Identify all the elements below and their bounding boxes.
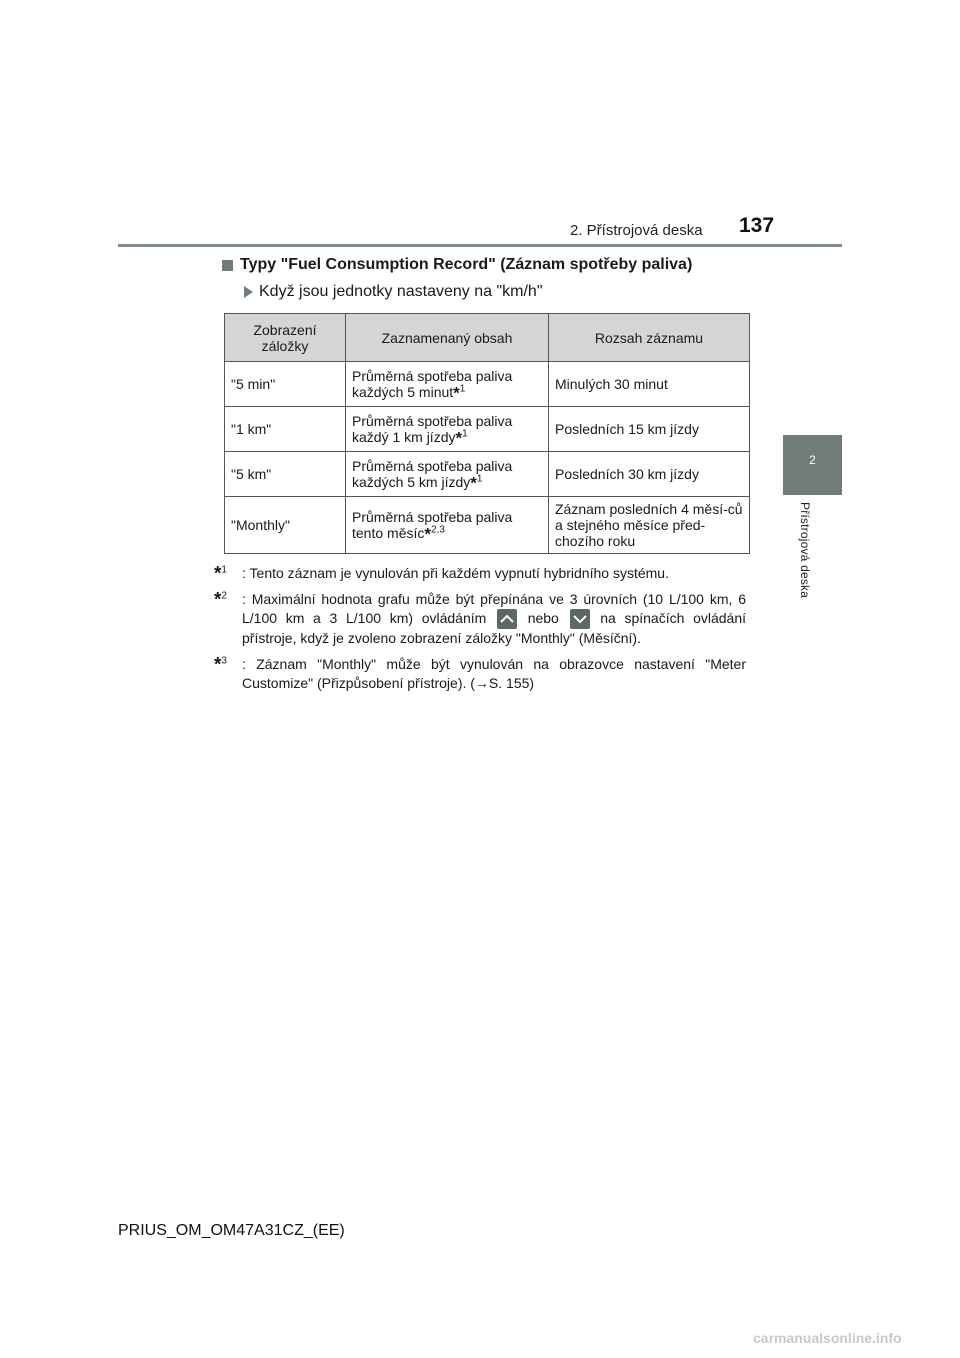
watermark: carmanualsonline.info [753,1330,902,1346]
chapter-number: 2 [809,453,816,467]
table-cell-content [346,497,549,554]
table-row [225,407,750,452]
triangle-pointer-icon [244,286,253,298]
content-text: Průměrná spotřeba paliva každých 5 minut [352,368,513,400]
content-text: Průměrná spotřeba paliva každý 1 km jízdy [352,413,513,445]
footnote-ref: 1 [459,383,466,395]
footnote-1 [214,564,746,583]
footnote-text-part: na spínačích ovládání přístroje, když je zvoleno zobrazení záložky "Monthly" (Měsíční). [242,610,747,647]
footnote-star-icon: * [470,473,477,493]
square-bullet-icon [222,260,233,271]
subsection-heading [244,283,543,301]
column-header: Zaznamenaný obsah [346,314,549,362]
footnote-star-icon: * [453,383,460,403]
footnote-text [242,590,746,648]
footnote-marker [214,590,242,648]
footnote-marker [214,655,242,693]
footnote-star-icon: * [214,563,222,585]
content-text: Průměrná spotřeba paliva tento měsíc [352,509,513,541]
footnote-number: 3 [221,655,227,667]
table-row [225,497,750,554]
table-cell-content [346,407,549,452]
table-cell-range: Posledních 15 km jízdy [549,407,750,452]
table-cell-range: Záznam posledních 4 měsí-ců a stejného měsíce před-chozího roku [549,497,750,554]
table-cell-tab: "Monthly" [225,497,346,554]
subsection-heading-text: Když jsou jednotky nastaveny na "km/h" [259,283,543,300]
chapter-side-tab [783,435,842,495]
footnote-3 [214,655,746,693]
table-cell-content [346,452,549,497]
footnotes [214,564,746,700]
table-header-row [225,314,750,362]
footnote-ref: 2,3 [431,524,445,536]
header-section-title: 2. Přístrojová deska [570,222,703,239]
chapter-label: Přístrojová deska [798,502,812,599]
fuel-record-table [224,313,750,554]
table-row [225,452,750,497]
footnote-text: : Tento záznam je vynulován při každém vypnutí hybridního systému. [242,565,669,581]
footnote-ref: 1 [462,428,468,440]
footnote-text-part: : Maximální hodnota grafu může být přepínána ve 3 úrovních (10 L/100 km, 6 L/100 km a 3 L/100 km) ovládáním [242,591,746,626]
table-cell-content [346,362,549,407]
footnote-number: 1 [221,564,227,576]
footnote-marker [214,564,242,583]
chevron-down-icon [570,609,590,629]
table-row [225,362,750,407]
content-text: Průměrná spotřeba paliva každých 5 km jízdy [352,458,513,490]
column-header: Rozsah záznamu [549,314,750,362]
footnote-text: : Záznam "Monthly" může být vynulován na obrazovce nastavení "Meter Customize" (Přizpůsobení přístroje). (→S. 155) [242,656,746,692]
section-heading [222,256,692,274]
section-heading-text: Typy "Fuel Consumption Record" (Záznam spotřeby paliva) [240,256,693,273]
footnote-ref: 1 [476,473,483,485]
page-number: 137 [739,214,775,237]
table-cell-range: Posledních 30 km jízdy [549,452,750,497]
footnote-text-part: nebo [527,610,559,626]
chevron-up-icon [497,609,517,629]
header-divider [118,244,842,247]
footnote-2 [214,590,746,648]
column-header: Zobrazení záložky [225,314,346,362]
table-cell-tab: "5 min" [225,362,346,407]
table-cell-range: Minulých 30 minut [549,362,750,407]
footnote-star-icon: * [455,428,463,448]
footer-model-code: PRIUS_OM_OM47A31CZ_(EE) [118,1222,345,1239]
footnote-number: 2 [221,590,227,602]
table-cell-tab: "1 km" [225,407,346,452]
footnote-star-icon: * [214,589,222,611]
footnote-star-icon: * [214,654,222,676]
table-cell-tab: "5 km" [225,452,346,497]
footnote-star-icon: * [424,524,431,544]
